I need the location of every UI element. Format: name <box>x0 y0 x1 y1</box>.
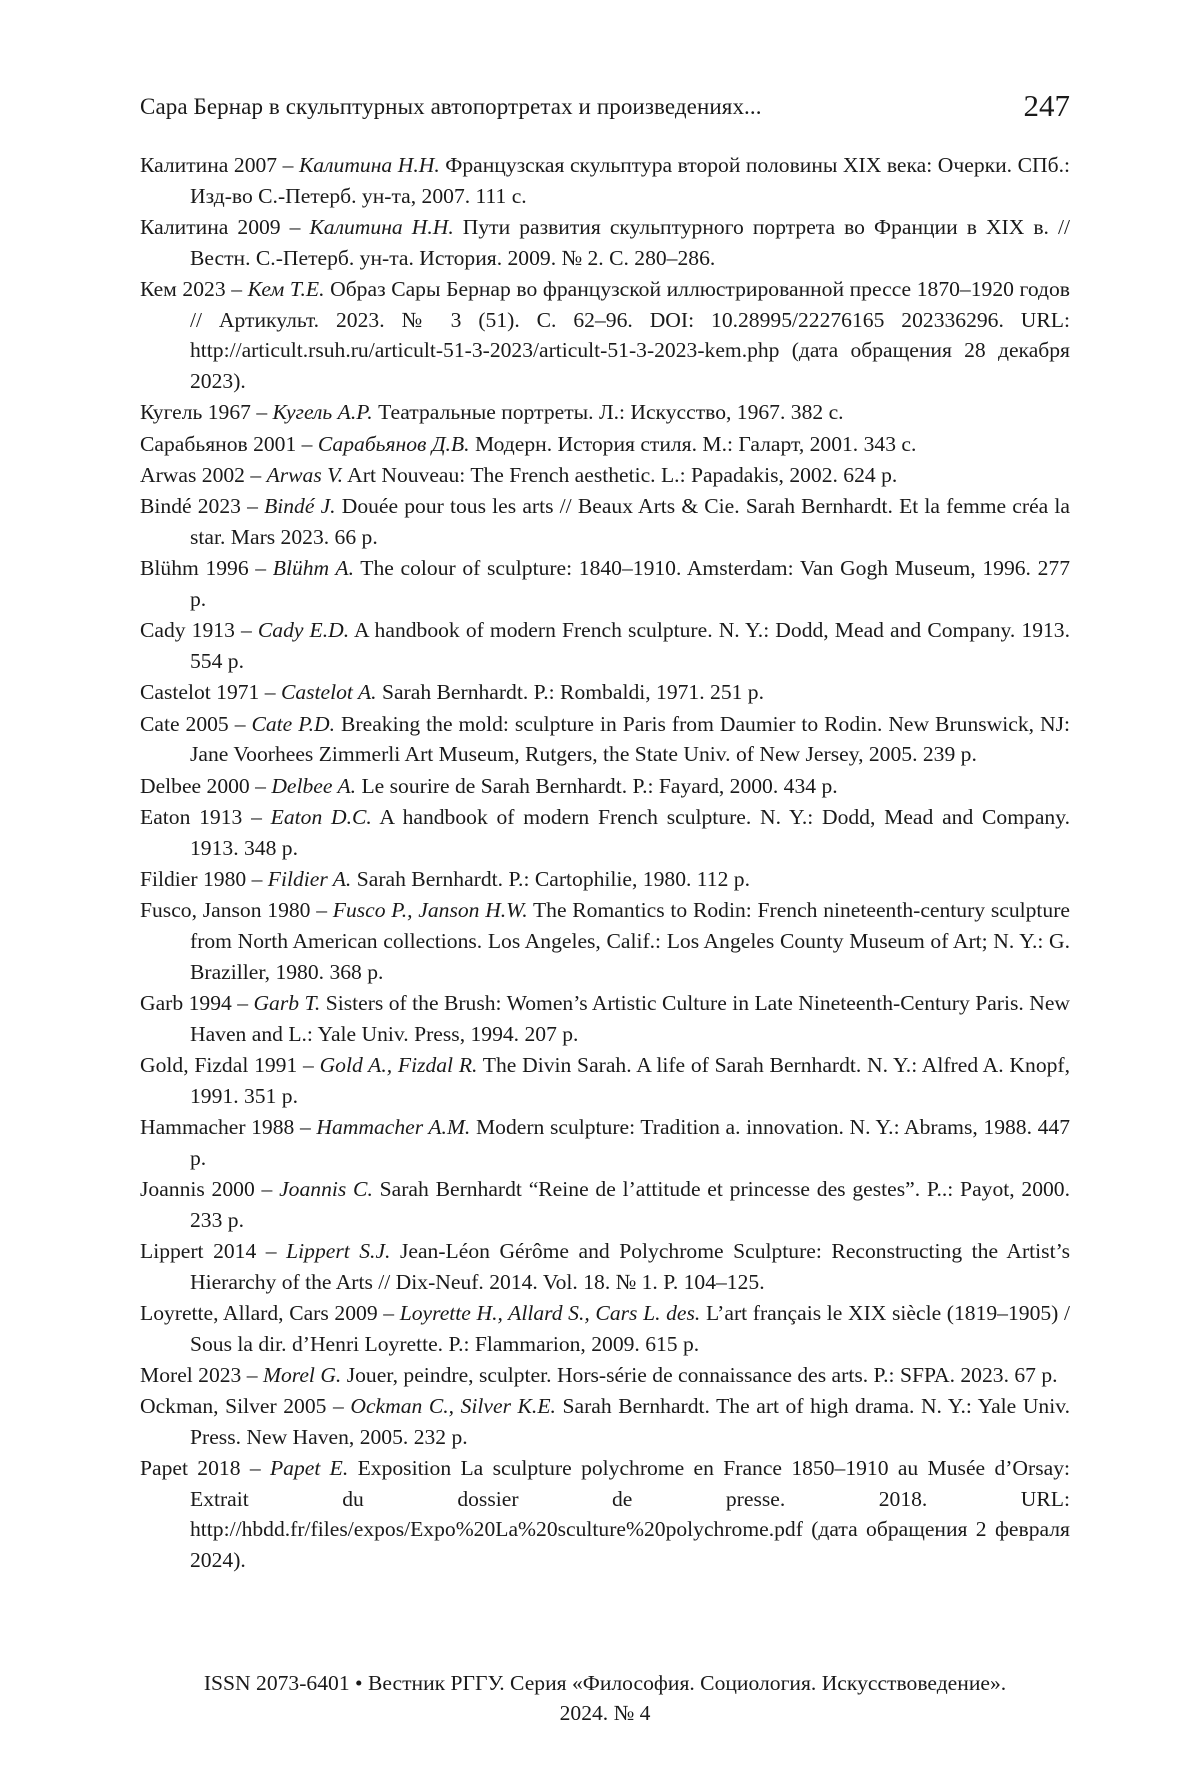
reference-item <box>140 460 1070 491</box>
reference-text: L’art français le XIX siècle (1819–1905) / Sous la dir. d’Henri Loyrette. P.: Flammarion, 2009. 615 p. <box>190 1301 1070 1356</box>
reference-key: Blühm 1996 – <box>140 556 273 580</box>
reference-author: Arwas V. <box>267 463 343 487</box>
reference-key: Ockman, Silver 2005 – <box>140 1394 350 1418</box>
reference-author: Blühm A. <box>273 556 354 580</box>
reference-item <box>140 1050 1070 1111</box>
reference-key: Cate 2005 – <box>140 712 251 736</box>
reference-text: Jean-Léon Gérôme and Polychrome Sculpture: Reconstructing the Artist’s Hierarchy of the Arts // Dix-Neuf. 2014. Vol. 18. № 1. P. 104–125. <box>190 1239 1070 1294</box>
reference-author: Delbee A. <box>271 774 356 798</box>
reference-key: Lippert 2014 – <box>140 1239 286 1263</box>
reference-text: Exposition La sculpture polychrome en France 1850–1910 au Musée d’Orsay: Extrait du dossier de presse. 2018. URL: http://hbdd.fr/files/expos/Expo%20La%20sculture%20polychrome.pdf (дата обращения 2 февраля 2024). <box>190 1456 1070 1572</box>
reference-text: Art Nouveau: The French aesthetic. L.: Papadakis, 2002. 624 p. <box>343 463 897 487</box>
journal-footer <box>140 1668 1070 1728</box>
reference-key: Bindé 2023 – <box>140 494 264 518</box>
reference-key: Arwas 2002 – <box>140 463 267 487</box>
reference-text: Модерн. История стиля. М.: Галарт, 2001. 343 с. <box>470 432 917 456</box>
reference-key: Joannis 2000 – <box>140 1177 279 1201</box>
reference-key: Garb 1994 – <box>140 991 253 1015</box>
reference-item <box>140 1360 1070 1391</box>
reference-text: Французская скульптура второй половины XIX века: Очерки. СПб.: Изд-во С.-Петерб. ун-та, 2007. 111 с. <box>190 153 1070 208</box>
reference-key: Hammacher 1988 – <box>140 1115 316 1139</box>
reference-text: Sarah Bernhardt. P.: Rombaldi, 1971. 251 p. <box>377 680 764 704</box>
footer-issue-line: 2024. № 4 <box>140 1698 1070 1728</box>
reference-key: Cady 1913 – <box>140 618 258 642</box>
reference-author: Morel G. <box>263 1363 341 1387</box>
reference-text: Sarah Bernhardt “Reine de l’attitude et princesse des gestes”. P..: Payot, 2000. 233 p. <box>190 1177 1070 1232</box>
reference-text: Breaking the mold: sculpture in Paris from Daumier to Rodin. New Brunswick, NJ: Jane Voorhees Zimmerli Art Museum, Rutgers, the State Univ. of New Jersey, 2005. 239 p. <box>190 712 1070 767</box>
reference-item <box>140 429 1070 460</box>
reference-text: A handbook of modern French sculpture. N. Y.: Dodd, Mead and Company. 1913. 348 p. <box>190 805 1070 860</box>
reference-key: Morel 2023 – <box>140 1363 263 1387</box>
reference-text: Sisters of the Brush: Women’s Artistic Culture in Late Nineteenth-Century Paris. New Haven and L.: Yale Univ. Press, 1994. 207 p. <box>190 991 1070 1046</box>
reference-item <box>140 864 1070 895</box>
reference-key: Калитина 2009 – <box>140 215 309 239</box>
reference-author: Castelot A. <box>281 680 377 704</box>
reference-text: Jouer, peindre, sculpter. Hors-série de connaissance des arts. P.: SFPA. 2023. 67 p. <box>341 1363 1057 1387</box>
reference-text: The Divin Sarah. A life of Sarah Bernhardt. N. Y.: Alfred A. Knopf, 1991. 351 p. <box>190 1053 1070 1108</box>
reference-item <box>140 709 1070 770</box>
reference-item <box>140 1453 1070 1575</box>
reference-item <box>140 988 1070 1049</box>
reference-key: Papet 2018 – <box>140 1456 270 1480</box>
reference-item <box>140 1298 1070 1359</box>
reference-text: Sarah Bernhardt. P.: Cartophilie, 1980. 112 p. <box>351 867 750 891</box>
reference-text: The colour of sculpture: 1840–1910. Amsterdam: Van Gogh Museum, 1996. 277 p. <box>190 556 1070 611</box>
reference-key: Loyrette, Allard, Cars 2009 – <box>140 1301 400 1325</box>
reference-item <box>140 1391 1070 1452</box>
reference-item <box>140 677 1070 708</box>
reference-list <box>140 150 1070 1576</box>
reference-author: Калитина Н.Н. <box>309 215 453 239</box>
reference-author: Cady E.D. <box>258 618 349 642</box>
reference-key: Fildier 1980 – <box>140 867 268 891</box>
reference-author: Gold A., Fizdal R. <box>320 1053 478 1077</box>
reference-key: Eaton 1913 – <box>140 805 271 829</box>
reference-author: Кугель А.Р. <box>273 400 373 424</box>
reference-text: Modern sculpture: Tradition a. innovation. N. Y.: Abrams, 1988. 447 p. <box>190 1115 1070 1170</box>
reference-text: Douée pour tous les arts // Beaux Arts & Cie. Sarah Bernhardt. Et la femme créa la star. Mars 2023. 66 p. <box>190 494 1070 549</box>
reference-key: Gold, Fizdal 1991 – <box>140 1053 320 1077</box>
reference-author: Papet E. <box>270 1456 348 1480</box>
reference-key: Кугель 1967 – <box>140 400 273 424</box>
reference-key: Castelot 1971 – <box>140 680 281 704</box>
reference-key: Калитина 2007 – <box>140 153 299 177</box>
reference-item <box>140 150 1070 211</box>
reference-item <box>140 802 1070 863</box>
reference-author: Eaton D.C. <box>271 805 372 829</box>
reference-author: Fildier A. <box>268 867 352 891</box>
reference-author: Garb T. <box>253 991 320 1015</box>
reference-item <box>140 397 1070 428</box>
reference-author: Fusco P., Janson H.W. <box>333 898 528 922</box>
footer-journal-line: ISSN 2073-6401 • Вестник РГГУ. Серия «Философия. Социология. Искусствоведение». <box>140 1668 1070 1698</box>
reference-item <box>140 1236 1070 1297</box>
reference-text: Sarah Bernhardt. The art of high drama. N. Y.: Yale Univ. Press. New Haven, 2005. 232 p. <box>190 1394 1070 1449</box>
reference-item <box>140 1174 1070 1235</box>
reference-author: Cate P.D. <box>251 712 335 736</box>
reference-text: Образ Сары Бернар во французской иллюстрированной прессе 1870–1920 годов // Артикульт. 2023. № 3 (51). С. 62–96. DOI: 10.28995/22276165 202336296. URL: http://articult.rsuh.ru/articult-51-3-2023/articult-51-3-2023-kem.php (дата обращения 28 декабря 2023). <box>190 277 1070 393</box>
reference-item <box>140 771 1070 802</box>
reference-author: Кем Т.Е. <box>248 277 325 301</box>
reference-key: Кем 2023 – <box>140 277 248 301</box>
running-header <box>140 88 1070 128</box>
reference-text: A handbook of modern French sculpture. N. Y.: Dodd, Mead and Company. 1913. 554 p. <box>190 618 1070 673</box>
reference-key: Delbee 2000 – <box>140 774 271 798</box>
reference-author: Сарабьянов Д.В. <box>318 432 470 456</box>
reference-text: Пути развития скульптурного портрета во Франции в XIX в. // Вестн. С.-Петерб. ун-та. История. 2009. № 2. С. 280–286. <box>190 215 1070 270</box>
reference-item <box>140 274 1070 396</box>
reference-text: Театральные портреты. Л.: Искусство, 1967. 382 с. <box>373 400 844 424</box>
reference-key: Сарабьянов 2001 – <box>140 432 318 456</box>
reference-item <box>140 1112 1070 1173</box>
running-title: Сара Бернар в скульптурных автопортретах и произведениях... <box>140 94 762 120</box>
page-number: 247 <box>1024 88 1071 124</box>
reference-author: Loyrette H., Allard S., Cars L. des. <box>400 1301 701 1325</box>
reference-author: Joannis C. <box>279 1177 373 1201</box>
reference-author: Калитина Н.Н. <box>299 153 440 177</box>
reference-text: Le sourire de Sarah Bernhardt. P.: Fayard, 2000. 434 p. <box>356 774 838 798</box>
reference-author: Ockman C., Silver K.E. <box>350 1394 556 1418</box>
reference-author: Hammacher A.M. <box>316 1115 470 1139</box>
reference-author: Lippert S.J. <box>286 1239 390 1263</box>
reference-key: Fusco, Janson 1980 – <box>140 898 333 922</box>
reference-item <box>140 491 1070 552</box>
reference-author: Bindé J. <box>264 494 336 518</box>
reference-text: The Romantics to Rodin: French nineteenth-century sculpture from North American collections. Los Angeles, Calif.: Los Angeles County Museum of Art; N. Y.: G. Braziller, 1980. 368 p. <box>190 898 1070 983</box>
reference-item <box>140 553 1070 614</box>
reference-item <box>140 212 1070 273</box>
reference-item <box>140 615 1070 676</box>
reference-item <box>140 895 1070 987</box>
